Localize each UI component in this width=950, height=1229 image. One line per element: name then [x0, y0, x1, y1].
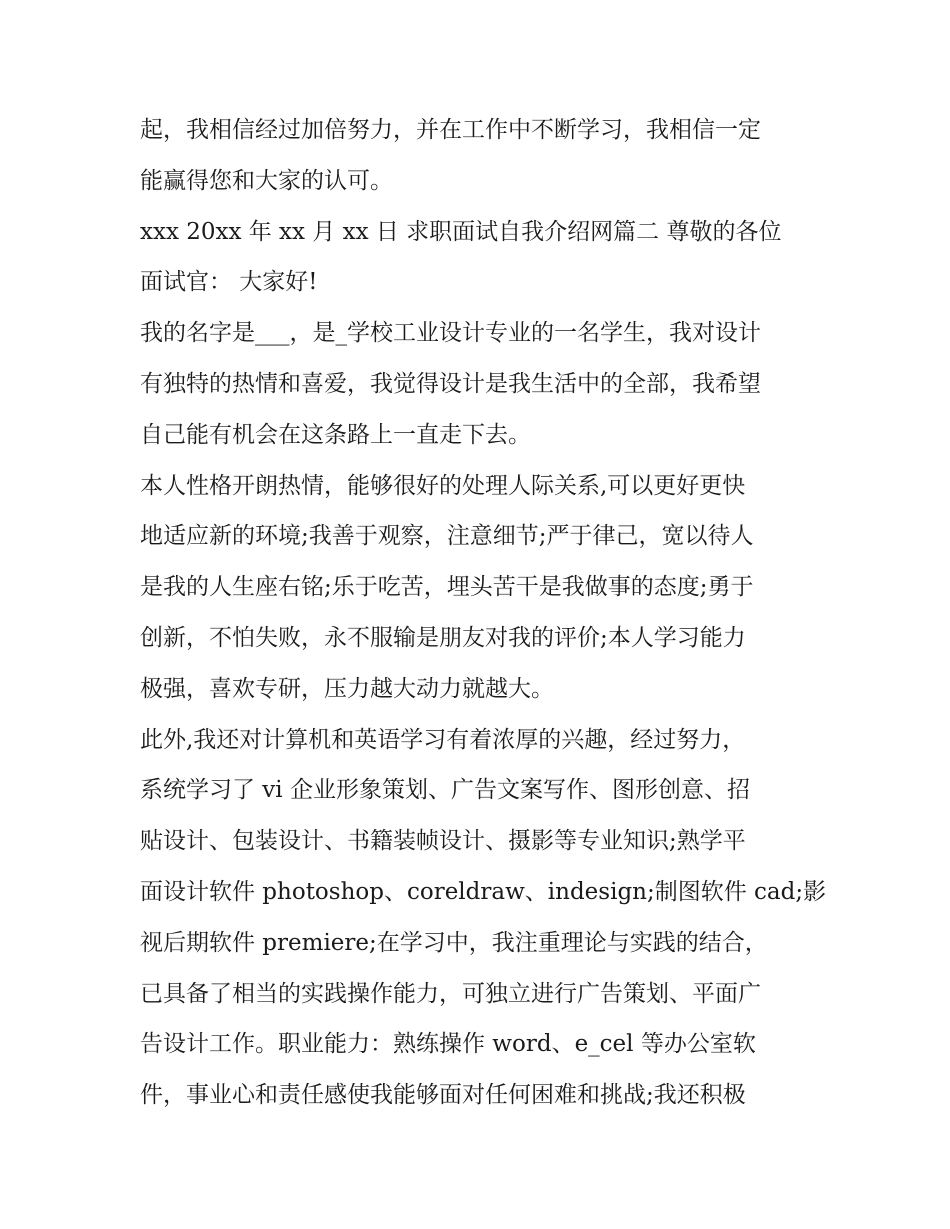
- text-line: 起，我相信经过加倍努力，并在工作中不断学习，我相信一定: [140, 117, 761, 143]
- text-line: 告设计工作。职业能力：熟练操作 word、e_cel 等办公室软: [140, 1031, 756, 1058]
- text-line: 已具备了相当的实践操作能力，可独立进行广告策划、平面广: [140, 980, 761, 1007]
- text-line: 是我的人生座右铭;乐于吃苦，埋头苦干是我做事的态度;勇于: [140, 574, 754, 601]
- text-line: 面设计软件 photoshop、coreldraw、indesign;制图软件 cad;影: [140, 878, 827, 905]
- text-line: 件，事业心和责任感使我能够面对任何困难和挑战;我还积极: [140, 1082, 746, 1109]
- text-line: 贴设计、包装设计、书籍装帧设计、摄影等专业知识;熟学平: [140, 828, 746, 855]
- text-line: xxx 20xx 年 xx 月 xx 日 求职面试自我介绍网篇二 尊敬的各位: [140, 218, 782, 245]
- text-line: 能赢得您和大家的认可。: [140, 167, 393, 194]
- text-line: 极强，喜欢专研，压力越大动力就越大。: [140, 675, 554, 702]
- text-line: 此外,我还对计算机和英语学习有着浓厚的兴趣，经过努力，: [140, 726, 746, 753]
- text-line: 视后期软件 premiere;在学习中，我注重理论与实践的结合，: [140, 929, 768, 956]
- text-line: 本人性格开朗热情，能够很好的处理人际关系,可以更好更快: [140, 472, 746, 499]
- document-body: [140, 105, 827, 1121]
- text-line: 面试官： 大家好!: [140, 269, 318, 296]
- text-line: 有独特的热情和喜爱，我觉得设计是我生活中的全部，我希望: [140, 370, 761, 397]
- text-line: 我的名字是___，是_学校工业设计专业的一名学生，我对设计: [140, 320, 761, 347]
- text-line: 创新，不怕失败，永不服输是朋友对我的评价;本人学习能力: [140, 624, 746, 651]
- text-line: 地适应新的环境;我善于观察，注意细节;严于律己，宽以待人: [140, 523, 754, 550]
- text-line: 系统学习了 vi 企业形象策划、广告文案写作、图形创意、招: [140, 777, 750, 804]
- text-line: 自己能有机会在这条路上一直走下去。: [140, 421, 531, 448]
